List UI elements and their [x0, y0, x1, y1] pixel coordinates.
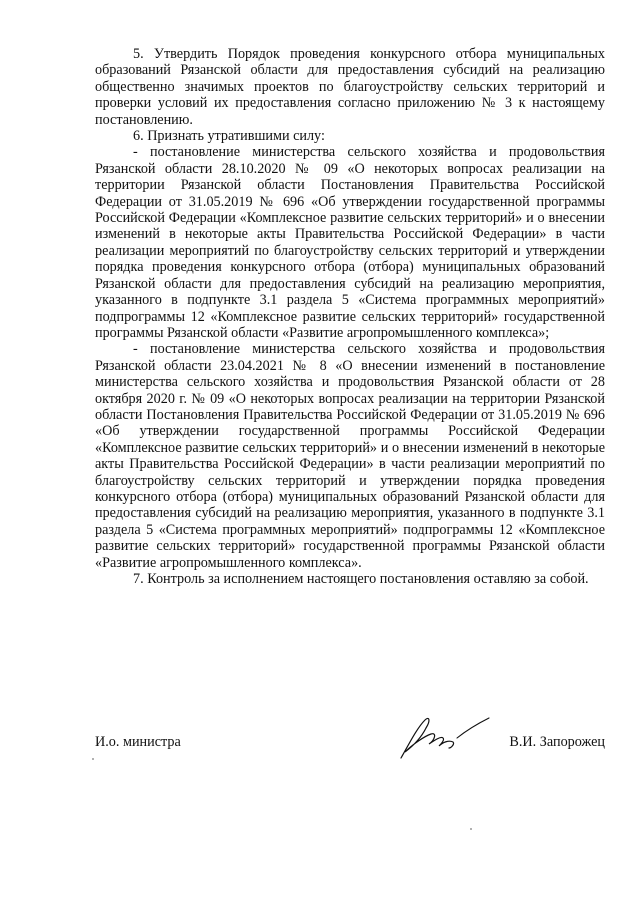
- signer-title: И.о. министра: [95, 734, 181, 750]
- paragraph-item-5: 5. Утвердить Порядок проведения конкурсного отбора муниципальных образований Рязанской области для предоставления субсидий на реализацию общественно значимых проектов по благоустройству сельских территорий и проверки условий их предоставления согласно приложению № 3 к настоящему постановлению.: [95, 46, 605, 128]
- paragraph-item-7: 7. Контроль за исполнением настоящего постановления оставляю за собой.: [133, 571, 589, 587]
- repealed-act-2: - постановление министерства сельского хозяйства и продовольствия Рязанской области 23.04.2021 № 8 «О внесении изменений в постановление министерства сельского хозяйства и продовольствия Рязанской области от 28 октября 2020 г. № 09 «О некоторых вопросах реализации на территории Рязанской области Постановления Правительства Российской Федерации от 31.05.2019 № 696 «Об утверждении государственной программы Российской Федерации «Комплексное развитие сельских территорий» и о внесении изменений в некоторые акты Правительства Российской Федерации» в части реализации мероприятий по благоустройству сельских территорий и утверждении порядка проведения конкурсного отбора (отбора) муниципальных образований Рязанской области для предоставления субсидий на реализацию мероприятия, указанного в подпункте 3.1 раздела 5 «Система программных мероприятий» подпрограммы 12 «Комплексное развитие сельских территорий» государственной программы Рязанской области «Развитие агропромышленного комплекса».: [95, 341, 605, 571]
- handwritten-signature: [395, 714, 495, 762]
- document-body: [95, 46, 605, 587]
- paragraph-item-6: 6. Признать утратившими силу:: [133, 128, 325, 145]
- signer-name: В.И. Запорожец: [509, 734, 605, 750]
- repealed-act-1: - постановление министерства сельского хозяйства и продовольствия Рязанской области 28.10.2020 № 09 «О некоторых вопросах реализации на территории Рязанской области Постановления Правительства Российской Федерации от 31.05.2019 № 696 «Об утверждении государственной программы Российской Федерации «Комплексное развитие сельских территорий» и о внесении изменений в некоторые акты Правительства Российской Федерации» в части реализации мероприятий по благоустройству сельских территорий и утверждении порядка проведения конкурсного отбора (отбора) муниципальных образований Рязанской области для предоставления субсидий на реализацию мероприятия, указанного в подпункте 3.1 раздела 5 «Система программных мероприятий» подпрограммы 12 «Комплексное развитие сельских территорий» государственной программы Рязанской области «Развитие агропромышленного комплекса»;: [95, 144, 605, 341]
- scan-speck: [470, 828, 472, 830]
- signature-block: [95, 734, 605, 774]
- scan-speck: [92, 758, 94, 760]
